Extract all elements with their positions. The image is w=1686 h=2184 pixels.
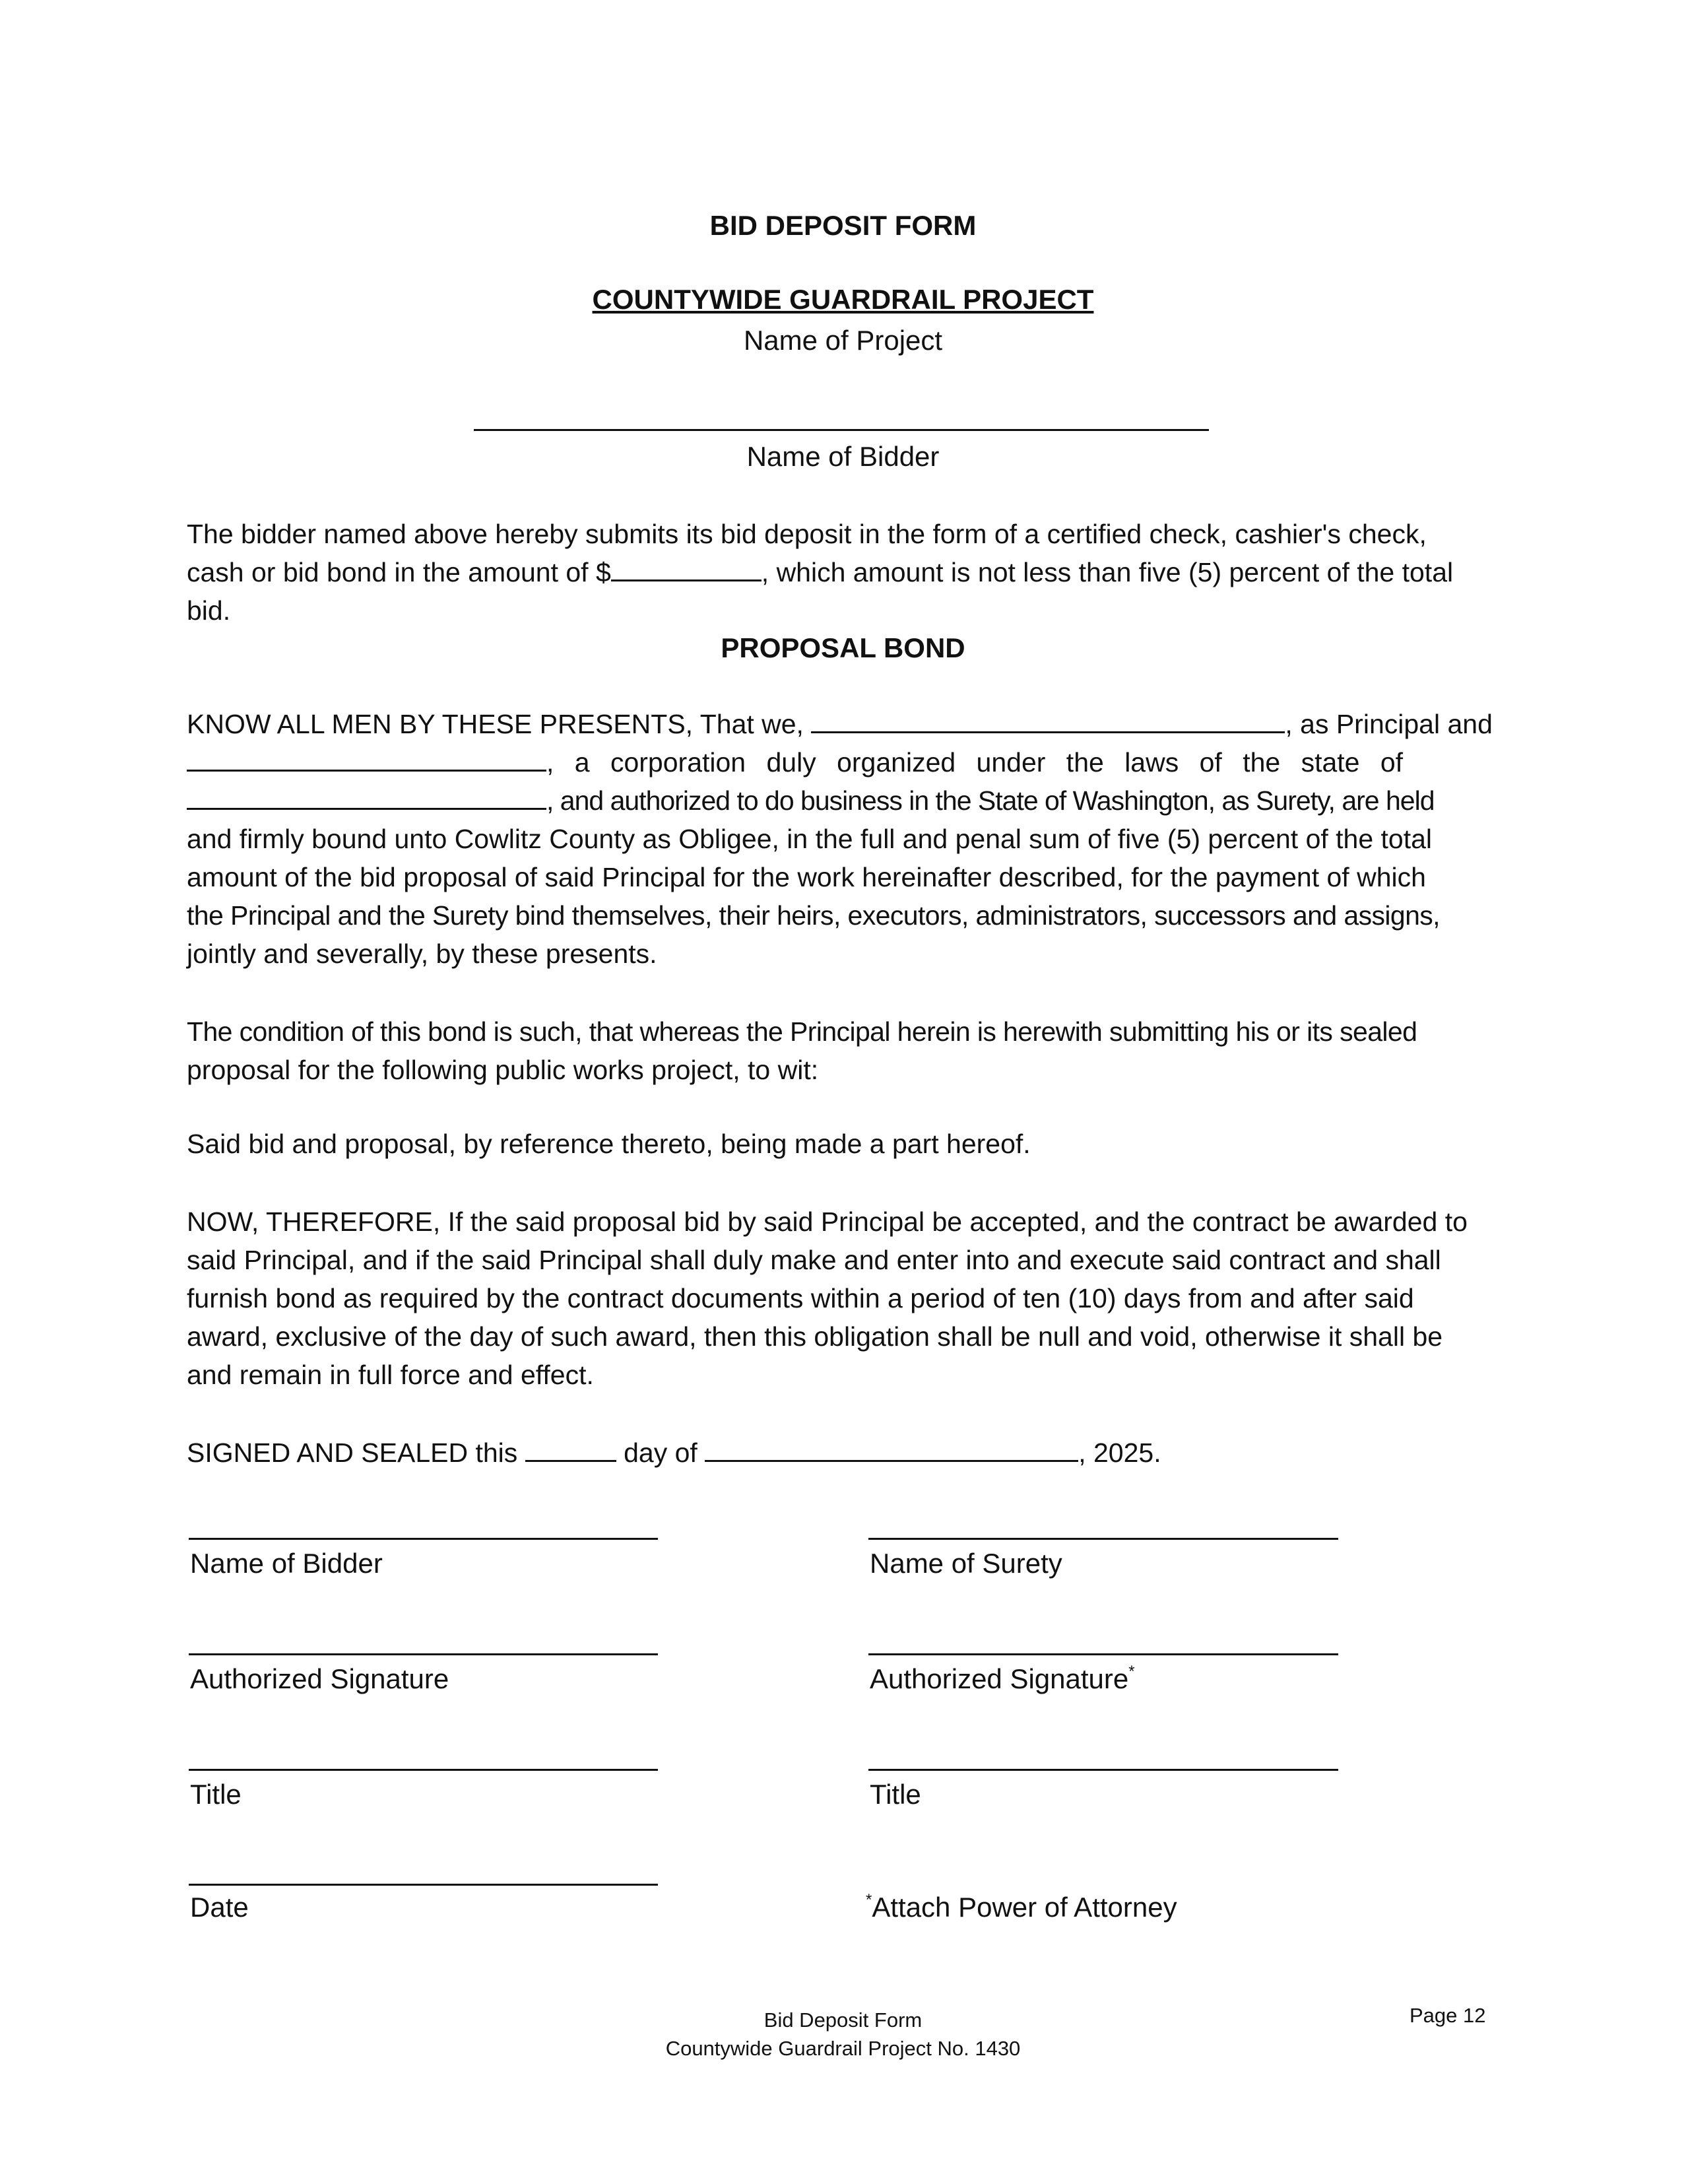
surety-name-line[interactable] [868, 1538, 1338, 1540]
surety-name-field[interactable] [187, 743, 546, 772]
said-bid-paragraph [187, 1125, 1501, 1163]
bidder-title-label: Title [190, 1779, 242, 1810]
surety-signature-label [870, 1663, 1135, 1695]
bidder-name-caption: Name of Bidder [746, 441, 940, 472]
signed-suffix: , 2025. [1078, 1438, 1161, 1468]
surety-title-label: Title [870, 1779, 921, 1810]
surety-signature-asterisk: * [1128, 1663, 1135, 1680]
said-bid-line: Said bid and proposal, by reference thereto, being made a part hereof. [187, 1129, 1031, 1159]
signed-month-field[interactable] [705, 1434, 1078, 1462]
surety-state-field[interactable] [187, 781, 546, 810]
now-line-4: award, exclusive of the day of such award, then this obligation shall be null and void, otherwise it shall be [187, 1321, 1443, 1352]
know-line-2 [187, 743, 1501, 781]
bidder-signature-line[interactable] [189, 1653, 658, 1655]
project-name-caption: Name of Project [743, 325, 943, 356]
know-line-4: and firmly bound unto Cowlitz County as Obligee, in the full and penal sum of five (5) percent of the total [187, 824, 1433, 854]
now-line-3: furnish bond as required by the contract documents within a period of ten (10) days from and after said [187, 1283, 1414, 1313]
page-number: Page 12 [1410, 2004, 1486, 2027]
surety-signature-text: Authorized Signature [870, 1663, 1129, 1694]
signed-line [187, 1434, 1501, 1472]
deposit-amount-field[interactable] [611, 553, 762, 581]
know-all-men-paragraph [187, 705, 1501, 973]
deposit-paragraph [187, 515, 1501, 630]
now-line-5: and remain in full force and effect. [187, 1360, 594, 1390]
know-line-7: jointly and severally, by these presents. [187, 939, 657, 969]
condition-line-1: The condition of this bond is such, that whereas the Principal herein is herewith submitting his or its sealed [187, 1016, 1417, 1047]
proposal-bond-heading: PROPOSAL BOND [721, 632, 965, 663]
principal-name-field[interactable] [811, 705, 1285, 733]
surety-name-label: Name of Surety [870, 1548, 1062, 1579]
bidder-name-field[interactable] [474, 429, 1209, 431]
bidder-date-label: Date [190, 1892, 249, 1923]
deposit-line-2 [187, 553, 1501, 591]
deposit-amount-prefix: cash or bid bond in the amount of $ [187, 557, 611, 587]
know-line-3 [187, 781, 1501, 820]
now-line-1: NOW, THEREFORE, If the said proposal bid by said Principal be accepted, and the contract be awarded to [187, 1207, 1468, 1237]
know-line-2-suffix: , a corporation duly organized under the laws of the state of [546, 747, 1404, 778]
know-line-6: the Principal and the Surety bind themselves, their heirs, executors, administrators, successors and assigns, [187, 900, 1440, 931]
bidder-date-line[interactable] [189, 1884, 658, 1886]
attach-power-of-attorney-note [866, 1892, 1177, 1923]
know-line-1-prefix: KNOW ALL MEN BY THESE PRESENTS, That we, [187, 709, 804, 739]
signed-sealed-line [187, 1434, 1501, 1472]
deposit-line-1: The bidder named above hereby submits its bid deposit in the form of a certified check, cashier's check, [187, 519, 1427, 549]
know-line-1 [187, 705, 1501, 743]
footer-project-number: Countywide Guardrail Project No. 1430 [665, 2037, 1021, 2060]
now-therefore-paragraph [187, 1203, 1501, 1394]
condition-paragraph [187, 1012, 1501, 1089]
surety-signature-line[interactable] [868, 1653, 1338, 1655]
footer-form-name: Bid Deposit Form [763, 2008, 923, 2032]
know-line-5: amount of the bid proposal of said Principal for the work hereinafter described, for the payment of which [187, 862, 1426, 892]
know-line-3-suffix: , and authorized to do business in the State of Washington, as Surety, are held [546, 785, 1435, 816]
now-line-2: said Principal, and if the said Principal shall duly make and enter into and execute said contract and shall [187, 1245, 1441, 1275]
bidder-title-line[interactable] [189, 1769, 658, 1771]
bidder-signature-label: Authorized Signature [190, 1663, 449, 1694]
bidder-name-label: Name of Bidder [190, 1548, 383, 1579]
deposit-line-3: bid. [187, 595, 231, 626]
deposit-amount-suffix: , which amount is not less than five (5) percent of the total [761, 557, 1454, 587]
know-line-1-suffix: , as Principal and [1285, 709, 1493, 739]
attach-asterisk: * [866, 1891, 872, 1909]
signed-prefix: SIGNED AND SEALED this [187, 1438, 518, 1468]
form-title: BID DEPOSIT FORM [709, 210, 977, 241]
bidder-name-line[interactable] [189, 1538, 658, 1540]
surety-title-line[interactable] [868, 1769, 1338, 1771]
condition-line-2: proposal for the following public works project, to wit: [187, 1055, 819, 1085]
project-name: COUNTYWIDE GUARDRAIL PROJECT [592, 284, 1094, 315]
signed-day-field[interactable] [525, 1434, 616, 1462]
signed-middle: day of [624, 1438, 697, 1468]
attach-text: Attach Power of Attorney [872, 1892, 1177, 1923]
